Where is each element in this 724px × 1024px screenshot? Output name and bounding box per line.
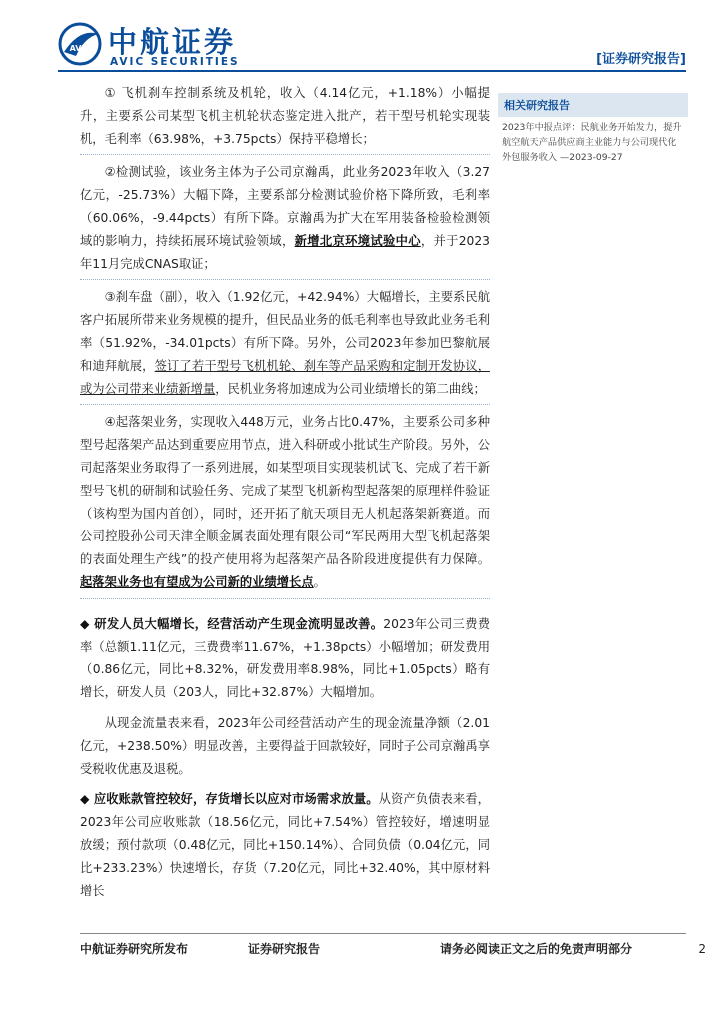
footer-divider: [80, 933, 686, 934]
related-research-sidebar: [498, 93, 688, 165]
company-logo: [58, 18, 258, 68]
footer-publisher: 中航证券研究所发布: [80, 942, 189, 956]
text-run: 从资产负债表来看，2023年公司应收账款（18.56亿元，同比+7.54%）管控较好，增速明显放缓；预付款项（0.48亿元，同比+150.14%）、合同负债（0.04亿元，同比+233.23%）快速增长，存货（7.20亿元，同比+32.40%，其中原材料增长: [80, 792, 490, 898]
bold-underlined-highlight: 起落架业务也有望成为公司新的业绩增长点: [80, 574, 314, 589]
header-divider: [58, 70, 686, 72]
logo-english-name: AVIC SECURITIES: [110, 56, 240, 68]
logo-mark-text: AVIC: [69, 44, 91, 53]
text-run: 2023年公司三费费率（总额1.11亿元，三费费率11.67%，+1.38pcts）小幅增加；研发费用（0.86亿元，同比+8.32%，研发费用率8.98%，同比+1.05pcts）略有增长，研发人员（203人，同比+32.87%）大幅增加。: [80, 616, 490, 700]
paragraph-testing: [80, 161, 490, 280]
footer-disclaimer: 请务必阅读正文之后的免责声明部分: [440, 942, 633, 956]
bullet-heading: ◆ 应收账款管控较好，存货增长以应对市场需求放量。: [80, 792, 379, 807]
paragraph-brake-disc: [80, 286, 490, 405]
text-run: ②检测试验，该业务主体为子公司京瀚禹，此业务2023年收入（3.27亿元，-25.73%）大幅下降，主要系部分检测试验价格下降所致，毛利率（60.06%，-9.44pcts）有所下降。京瀚禹为扩大在军用装备检验检测领域的影响力，持续拓展环境试验领域，: [80, 165, 490, 248]
text-run: ③刹车盘（副），收入（1.92亿元，+42.94%）大幅增长，主要系民航客户拓展所带来业务规模的提升，但民品业务的低毛利率也导致此业务毛利率（51.92%，-34.01pcts）有所下降。另外，公司2023年参加巴黎航展和迪拜航展，: [80, 290, 490, 373]
page-number: 2: [698, 942, 706, 956]
logo-chinese-name: 中航证券: [108, 25, 237, 59]
paragraph-cashflow: 从现金流量表来看，2023年公司经营活动产生的现金流量净额（2.01亿元，+238.50%）明显改善，主要得益于回款较好，同时子公司京瀚禹享受税收优惠及退税。: [80, 715, 490, 776]
report-type-tag: [证券研究报告]: [596, 52, 686, 67]
text-run: ，并于2023年11月完成CNAS取证；: [80, 233, 490, 271]
text-run: 。: [313, 574, 326, 589]
underlined-highlight: 签订了若干型号飞机机轮、刹车等产品采购和定制开发协议，或为公司带来业绩新增量: [80, 358, 490, 396]
sidebar-title: 相关研究报告: [498, 93, 688, 117]
paragraph-landing-gear: [80, 411, 490, 598]
bullet-heading: ◆ 研发人员大幅增长，经营活动产生现金流明显改善。: [80, 616, 384, 631]
main-content: [80, 82, 490, 902]
related-report-link[interactable]: 2023年中报点评：民航业务开始发力，提升航空航天产品供应商主业能力与公司现代化外包服务收入 —2023-09-27: [502, 122, 682, 163]
footer-report-type: 证券研究报告: [248, 942, 321, 956]
paragraph-rd: [80, 613, 490, 704]
text-run: ，民机业务将加速成为公司业绩增长的第二曲线；: [215, 381, 486, 396]
avic-logo-icon: [58, 22, 102, 66]
paragraph-brake-control: ① 飞机刹车控制系统及机轮，收入（4.14亿元，+1.18%）小幅提升，主要系公司某型飞机主机轮状态鉴定进入批产，若干型号机轮实现装机，毛利率（63.98%，+3.75pcts）保持平稳增长；: [80, 82, 490, 155]
paragraph-receivables: [80, 788, 490, 902]
underlined-highlight: 新增北京环境试验中心: [294, 233, 421, 248]
text-run: ④起落架业务，实现收入448万元，业务占比0.47%，主要系公司多种型号起落架产品达到重要应用节点，进入科研或小批试生产阶段。另外，公司起落架业务取得了一系列进展，如某型项目实现装机试飞、完成了若干新型号飞机的研制和试验任务、完成了某型飞机新构型起落架的原理样件验证（该构型为国内首创），同时，还开拓了航天项目无人机起落架新赛道。而公司控股孙公司天津全顺金属表面处理有限公司“军民两用大型飞机起落架的表面处理生产线”的投产使用将为起落架产品各阶段进度提供有力保障。: [80, 415, 490, 567]
